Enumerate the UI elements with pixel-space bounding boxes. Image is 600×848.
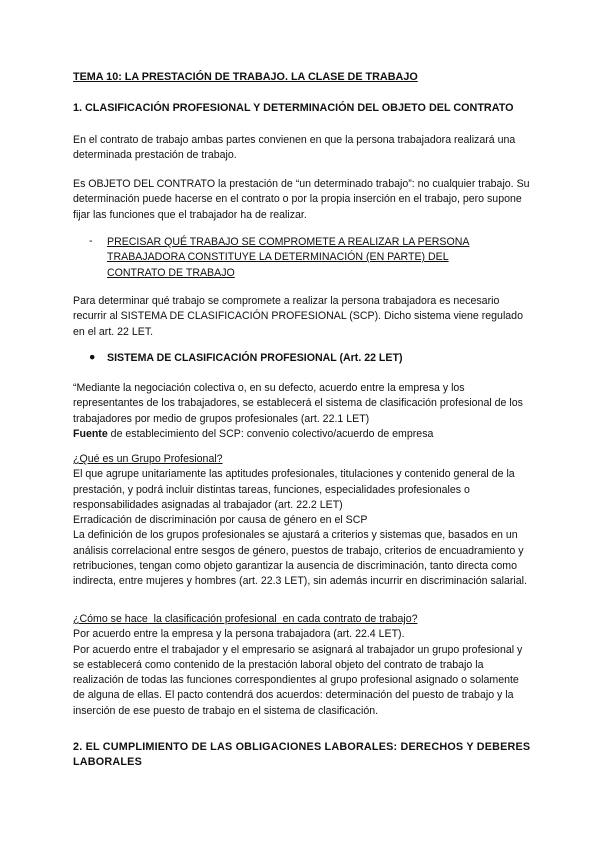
section-1-heading: 1. CLASIFICACIÓN PROFESIONAL Y DETERMINACIÓN DEL OBJETO DEL CONTRATO: [73, 102, 514, 114]
answer-group-definition-criteria: La definición de los grupos profesionales se ajustará a criterios y sistemas que, basados en un análisis correlacional entre sesgos de género, puestos de trabajo, criterios de encuadramiento y retribuciones, tengan como objeto garantizar la ausencia de discriminación, tanto directa como indirecta, entre mujeres y hombres (art. 22.3 LET), sin además incurrir en discriminación salarial.: [73, 529, 527, 588]
fuente-label: Fuente: [73, 427, 108, 440]
grupo-profesional-block: [73, 452, 533, 590]
quote-block: [73, 381, 533, 442]
dash-list-item: PRECISAR QUÉ TRABAJO SE COMPROMETE A REALIZAR LA PERSONA TRABAJADORA CONSTITUYE LA DETERMINACIÓN (EN PARTE) DEL CONTRATO DE TRABAJO: [107, 236, 470, 279]
paragraph-scp: Para determinar qué trabajo se compromete a realizar la persona trabajadora es necesario recurrir al SISTEMA DE CLASIFICACIÓN PROFESIONAL (SCP). Dicho sistema viene regulado en el art. 22 LET.: [73, 295, 523, 338]
answer-agreement: Por acuerdo entre la empresa y la persona trabajadora (art. 22.4 LET).: [73, 628, 405, 641]
fuente-text: de establecimiento del SCP: convenio colectivo/acuerdo de empresa: [107, 427, 434, 440]
clasificacion-block: [73, 612, 533, 719]
question-grupo-profesional: ¿Qué es un Grupo Profesional?: [73, 453, 223, 465]
fuente-line: [73, 427, 533, 442]
dash-marker: -: [89, 235, 93, 247]
quote-text: “Mediante la negociación colectiva o, en su defecto, acuerdo entre la empresa y los representantes de los trabajadores, se establecerá el sistema de clasificación profesional de los trabajadores por medio de grupos profesionales (art. 22.1 LET): [73, 382, 523, 425]
paragraph-contract-intro: En el contrato de trabajo ambas partes convienen en que la persona trabajadora realizará una determinada prestación de trabajo.: [73, 134, 516, 162]
answer-gender-discrimination: Erradicación de discriminación por causa de género en el SCP: [73, 514, 368, 527]
question-clasificacion: ¿Cómo se hace la clasificación profesional en cada contrato de trabajo?: [73, 613, 418, 625]
bullet-marker: ●: [89, 351, 96, 363]
paragraph-contract-object: Es OBJETO DEL CONTRATO la prestación de “un determinado trabajo”: no cualquier trabajo. Su determinación puede hacerse en el contrato o por la propia inserción en el trabajo, pero supone fijar las funciones que el trabajador ha de realizar.: [73, 178, 530, 221]
bullet-heading-scp: SISTEMA DE CLASIFICACIÓN PROFESIONAL (Art. 22 LET): [107, 352, 403, 364]
section-2-heading: 2. EL CUMPLIMIENTO DE LAS OBLIGACIONES LABORALES: DERECHOS Y DEBERES LABORALES: [73, 741, 531, 769]
answer-agreement-detail: Por acuerdo entre el trabajador y el empresario se asignará al trabajador un grupo profesional y se establecerá como contenido de la prestación laboral objeto del contrato de trabajo la realización de todas las funciones correspondientes al grupo profesional asignado o solamente de alguna de ellas. El pacto contendrá dos acuerdos: determinación del puesto de trabajo y la inserción de ese puesto de trabajo en el sistema de clasificación.: [73, 643, 523, 717]
document-title: TEMA 10: LA PRESTACIÓN DE TRABAJO. LA CLASE DE TRABAJO: [73, 71, 418, 83]
answer-grupo-definition: El que agrupe unitariamente las aptitudes profesionales, titulaciones y contenido general de la prestación, y podrá incluir distintas tareas, funciones, especialidades profesionales o responsabilidades asignadas al trabajador (art. 22.2 LET): [73, 468, 515, 511]
